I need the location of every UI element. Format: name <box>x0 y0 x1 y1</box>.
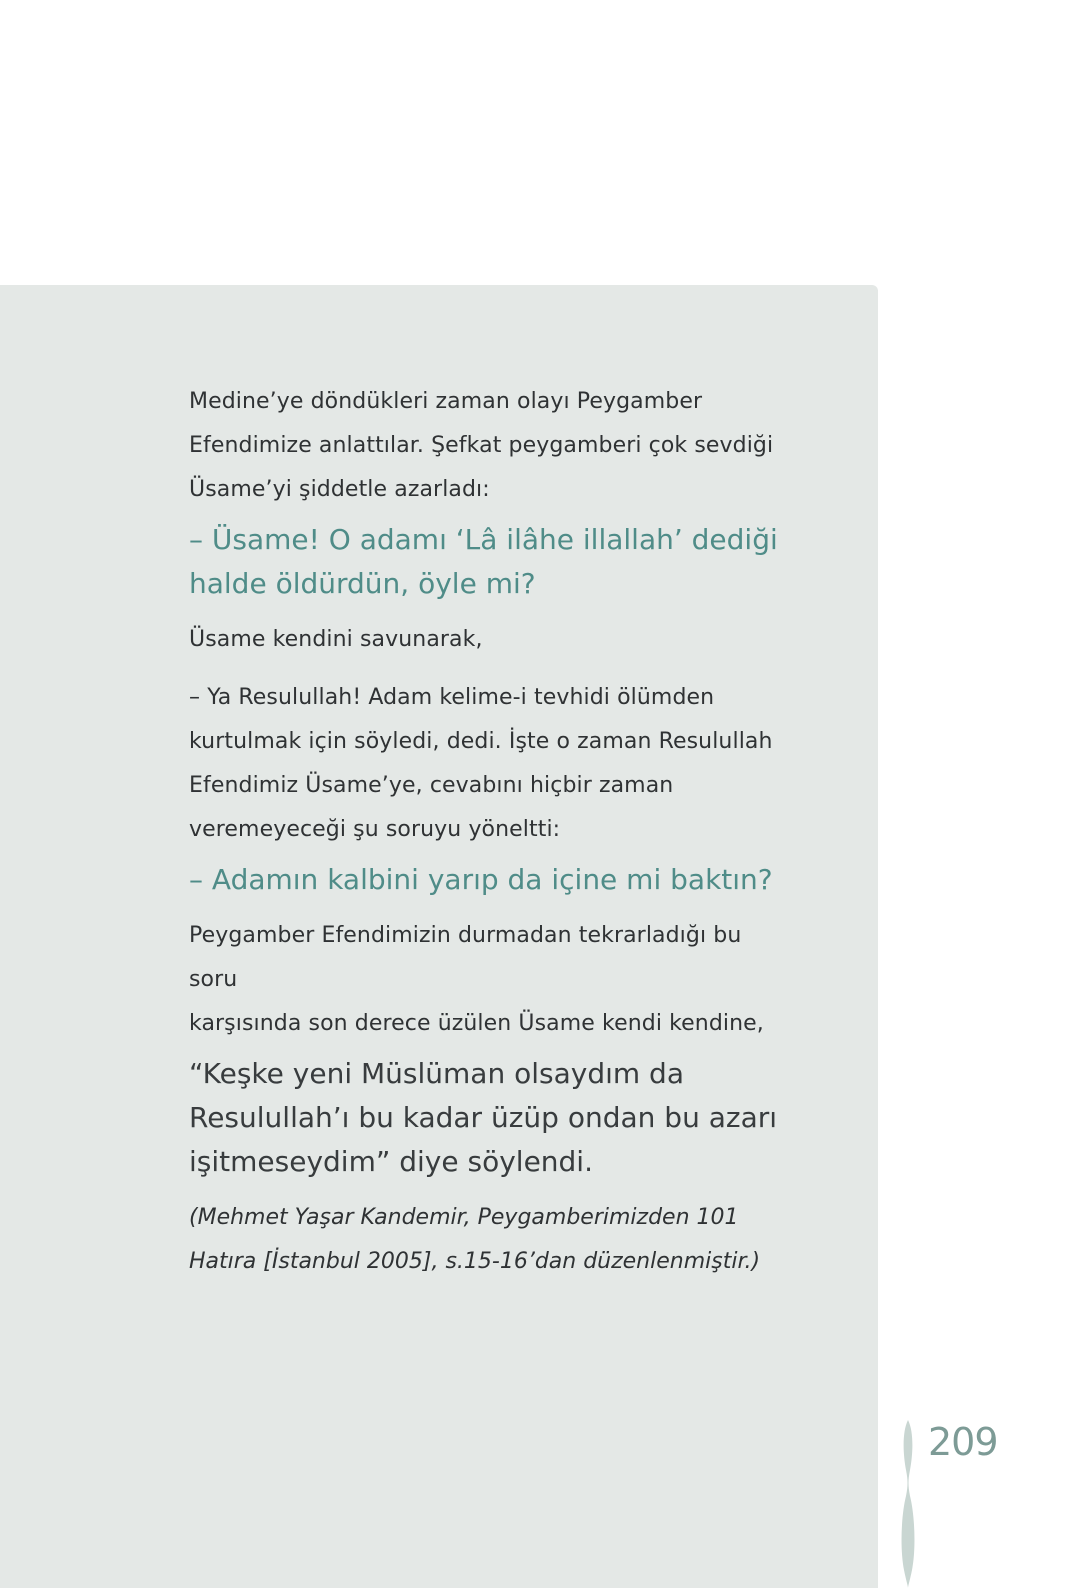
text-line: Hatıra [İstanbul 2005], s.15-16’dan düzenlenmiştir.) <box>189 1249 761 1274</box>
highlighted-question-2 <box>189 858 789 902</box>
text-line: Üsame kendini savunarak, <box>189 627 483 652</box>
text-line: (Mehmet Yaşar Kandemir, Peygamberimizden 101 <box>189 1205 739 1230</box>
text-line: Medine’ye döndükleri zaman olayı Peygamber <box>189 389 703 414</box>
text-line: Efendimize anlattılar. Şefkat peygamberi çok sevdiği <box>189 433 774 458</box>
text-line: Resulullah’ı bu kadar üzüp ondan bu azarı <box>189 1101 778 1134</box>
text-line: Üsame’yi şiddetle azarladı: <box>189 477 490 502</box>
citation <box>189 1196 789 1284</box>
page-content <box>189 380 789 1284</box>
text-line: Peygamber Efendimizin durmadan tekrarladığı bu soru <box>189 923 742 992</box>
text-line: – Adamın kalbini yarıp da içine mi baktın? <box>189 863 773 896</box>
text-line: kurtulmak için söyledi, dedi. İşte o zaman Resulullah <box>189 729 773 754</box>
paragraph-sorrow <box>189 914 789 1046</box>
text-line: işitmeseydim” diye söylendi. <box>189 1145 593 1178</box>
leaf-ornament-icon <box>896 1420 920 1588</box>
text-line: Efendimiz Üsame’ye, cevabını hiçbir zaman <box>189 773 674 798</box>
text-line: – Ya Resulullah! Adam kelime-i tevhidi ölümden <box>189 685 715 710</box>
paragraph-reply <box>189 676 789 852</box>
text-line: “Keşke yeni Müslüman olsaydım da <box>189 1057 684 1090</box>
quote-block <box>189 1052 789 1184</box>
text-line: karşısında son derece üzülen Üsame kendi kendine, <box>189 1011 764 1036</box>
paragraph-defense <box>189 618 789 662</box>
paragraph-intro <box>189 380 789 512</box>
text-line: halde öldürdün, öyle mi? <box>189 567 536 600</box>
page-number: 209 <box>928 1420 998 1464</box>
text-line: veremeyeceği şu soruyu yöneltti: <box>189 817 561 842</box>
text-line: – Üsame! O adamı ‘Lâ ilâhe illallah’ dediği <box>189 523 778 556</box>
highlighted-question-1 <box>189 518 789 606</box>
